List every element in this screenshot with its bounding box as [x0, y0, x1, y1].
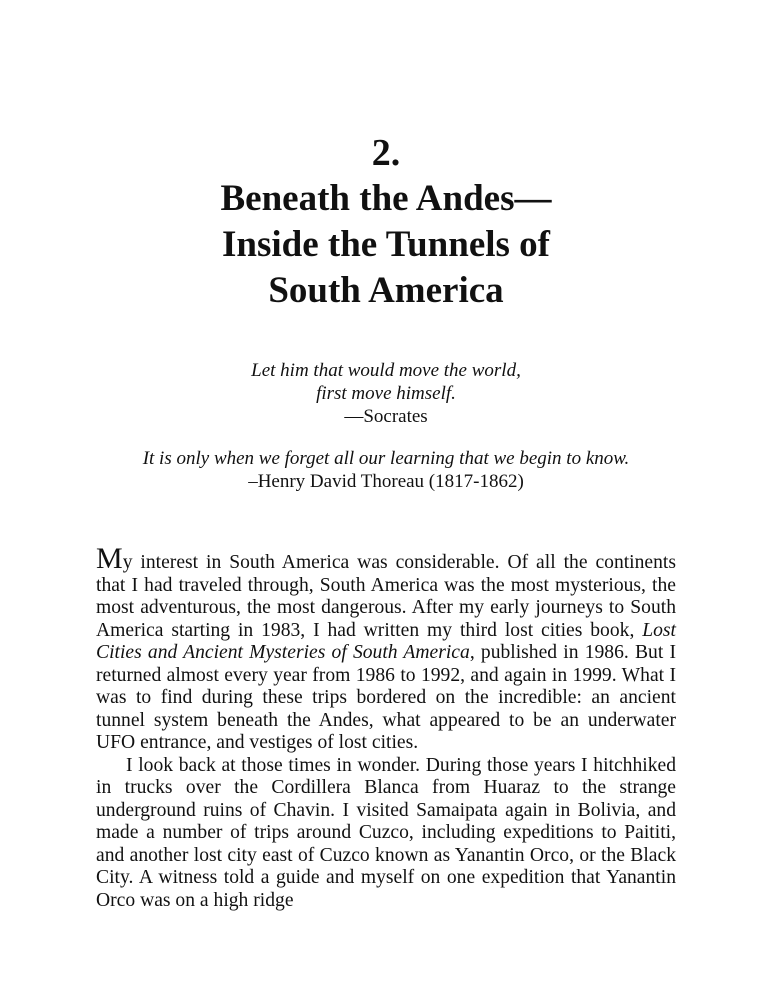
paragraph-text: y interest in South America was considerable. Of all the continents that I had traveled through, South America was the most mysterious, the most adventurous, the most dangerous. After my early journeys to South America starting in 1983, I had written my third lost cities book,: [96, 552, 676, 641]
drop-cap: M: [96, 542, 123, 575]
body-text: [96, 542, 677, 912]
epigraph-attribution: —Socrates: [344, 406, 428, 427]
chapter-number: 2.: [371, 132, 401, 174]
chapter-title-line: Inside the Tunnels of: [222, 224, 550, 265]
epigraph-socrates: [0, 359, 772, 428]
paragraph: [96, 542, 677, 755]
chapter-title: [0, 176, 772, 314]
book-title: Lost Cities and Ancient Mysteries of South America: [96, 619, 676, 663]
epigraph-quote-line: first move himself.: [316, 383, 456, 404]
chapter-title-line: South America: [268, 270, 504, 311]
chapter-title-line: Beneath the Andes—: [220, 178, 552, 219]
paragraph-text: , published in 1986. But I returned almost every year from 1986 to 1992, and again in 1999. What I was to find during these trips bordered on the incredible: an ancient tunnel system beneath the Andes, what appeared to be an underwater UFO entrance, and vestiges of lost cities.: [96, 642, 677, 753]
epigraph-quote-line: It is only when we forget all our learning that we begin to know.: [142, 448, 630, 469]
paragraph: I look back at those times in wonder. During those years I hitchhiked in trucks over the Cordillera Blanca from Huaraz to the strange underground ruins of Chavin. I visited Samaipata again in Bolivia, and made a number of trips around Cuzco, including expeditions to Paititi, and another lost city east of Cuzco known as Yanantin Orco, or the Black City. A witness told a guide and myself on one expedition that Yanantin Orco was on a high ridge: [96, 754, 676, 911]
epigraph-thoreau: [0, 447, 772, 493]
epigraph-attribution: –Henry David Thoreau (1817-1862): [248, 471, 524, 492]
epigraph-quote-line: Let him that would move the world,: [251, 360, 521, 381]
